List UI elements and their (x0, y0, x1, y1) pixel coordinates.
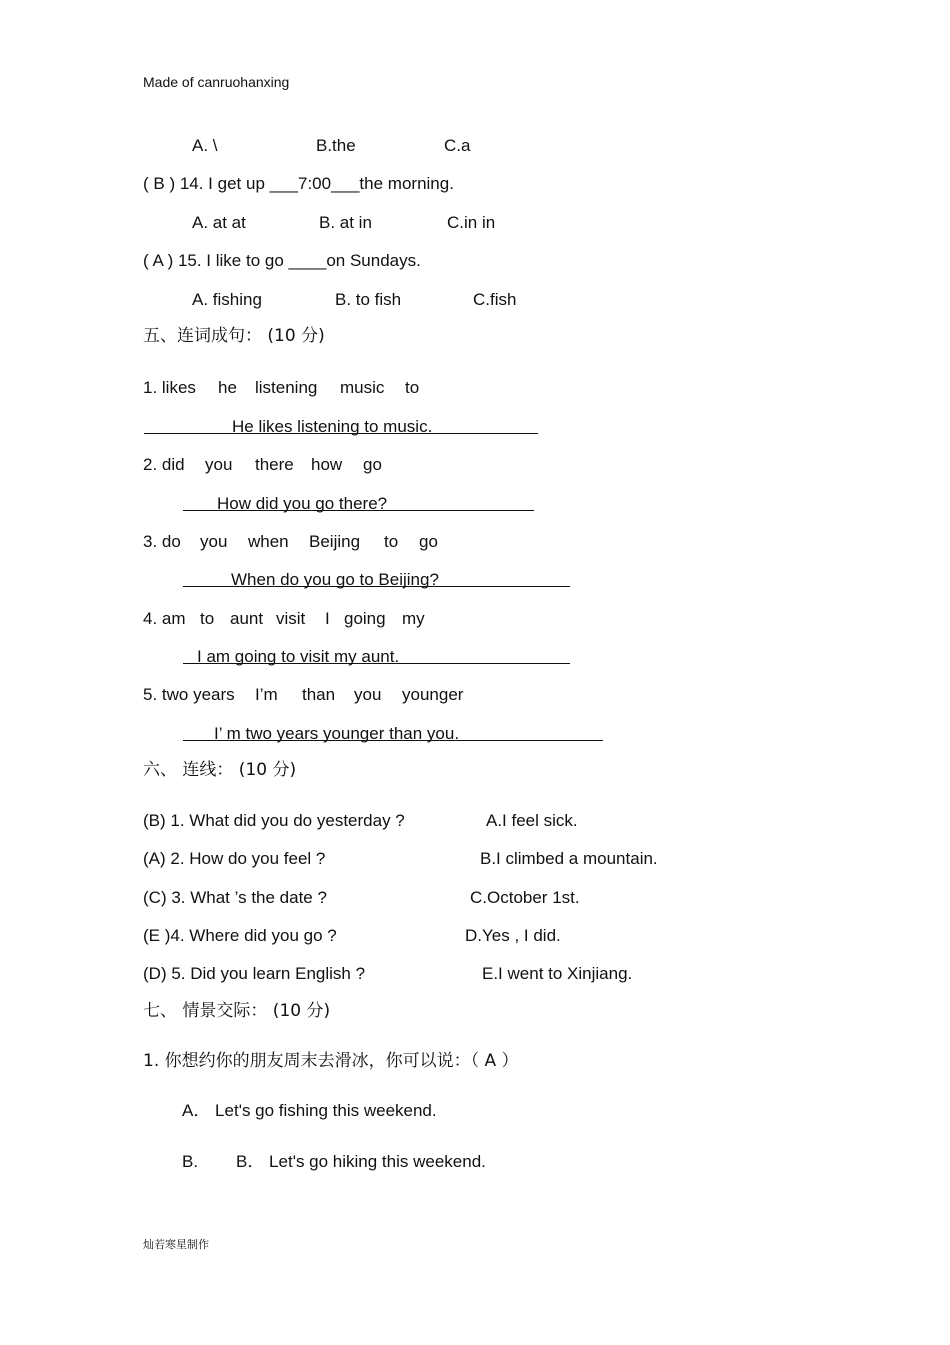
s6-left-item: (B) 1. What did you do yesterday ? (143, 811, 405, 830)
s5-item1-answer: He likes listening to music. (232, 417, 433, 436)
s5-item3-word: Beijing (309, 532, 361, 551)
s5-item5-word: younger (402, 685, 464, 704)
s6-right-item: A.I feel sick. (486, 811, 578, 830)
s5-item5-answer: I’ m two years younger than you. (214, 724, 460, 743)
section7-title: 七、 情景交际： (10 分) (143, 1001, 331, 1021)
s5-item3-word: go (419, 532, 438, 551)
q13-option-a: A. \ (192, 136, 218, 155)
s5-item5-word: than (302, 685, 336, 704)
s6-right-item: B.I climbed a mountain. (480, 849, 658, 868)
section6-title: 六、 连线： (10 分) (143, 760, 297, 780)
s5-item1-word: he (218, 378, 237, 397)
s5-item5-underline (183, 740, 603, 741)
page-footer: 灿若寒星制作 (143, 1238, 209, 1251)
s5-item4-word: aunt (230, 609, 264, 628)
q14-option-c: C.in in (447, 213, 496, 232)
s7-question-1: 1. 你想约你的朋友周末去滑冰，你可以说：（ A ） (143, 1051, 519, 1071)
s5-item1-word: to (405, 378, 420, 397)
s5-item3-answer: When do you go to Beijing? (231, 570, 439, 589)
s5-item4-word: my (402, 609, 425, 628)
s5-item2-word: go (363, 455, 382, 474)
s5-item3-word: to (384, 532, 399, 551)
s5-item4-underline (183, 663, 570, 664)
s5-item3-word: 3. do (143, 532, 181, 551)
page-header: Made of canruohanxing (143, 74, 290, 90)
s5-item1-word: music (340, 378, 385, 397)
s5-item1-word: 1. likes (143, 378, 196, 397)
s5-item4-word: visit (276, 609, 306, 628)
s5-item2-answer: How did you go there? (217, 494, 388, 513)
s6-right-item: D.Yes , I did. (465, 926, 561, 945)
s5-item2-word: how (311, 455, 343, 474)
s6-left-item: (C) 3. What ’s the date ? (143, 888, 327, 907)
s7-option-a: A． Let's go fishing this weekend. (182, 1101, 437, 1120)
s7-option-b: B． Let's go hiking this weekend. (236, 1152, 486, 1171)
s5-item3-word: you (200, 532, 228, 551)
s5-item2-word: 2. did (143, 455, 185, 474)
q15-option-c: C.fish (473, 290, 517, 309)
s5-item2-word: there (255, 455, 294, 474)
s5-item4-word: going (344, 609, 386, 628)
s5-item5-word: 5. two years (143, 685, 235, 704)
q13-option-b: B.the (316, 136, 356, 155)
s5-item4-word: 4. am (143, 609, 186, 628)
q13-option-c: C.a (444, 136, 471, 155)
s6-left-item: (E )4. Where did you go ? (143, 926, 337, 945)
s5-item1-underline (144, 433, 538, 434)
q15-question: ( A ) 15. I like to go ____on Sundays. (143, 251, 421, 270)
s5-item3-word: when (248, 532, 289, 551)
s5-item4-answer: I am going to visit my aunt. (197, 647, 400, 666)
s5-item5-word: I’m (255, 685, 278, 704)
s5-item4-word: to (200, 609, 215, 628)
s5-item3-underline (183, 586, 570, 587)
q15-option-b: B. to fish (335, 290, 402, 309)
s6-right-item: C.October 1st. (470, 888, 580, 907)
s7-option-b-prefix: B. (182, 1152, 199, 1171)
s6-right-item: E.I went to Xinjiang. (482, 964, 633, 983)
q15-option-a: A. fishing (192, 290, 262, 309)
q14-option-a: A. at at (192, 213, 246, 232)
s6-left-item: (D) 5. Did you learn English ? (143, 964, 366, 983)
s6-left-item: (A) 2. How do you feel ? (143, 849, 326, 868)
s5-item5-word: you (354, 685, 382, 704)
s5-item4-word: I (325, 609, 330, 628)
section5-title: 五、连词成句： (10 分) (143, 326, 325, 346)
q14-option-b: B. at in (319, 213, 372, 232)
s5-item2-word: you (205, 455, 233, 474)
q14-question: ( B ) 14. I get up ___7:00___the morning. (143, 174, 454, 193)
s5-item2-underline (183, 510, 534, 511)
s5-item1-word: listening (255, 378, 318, 397)
